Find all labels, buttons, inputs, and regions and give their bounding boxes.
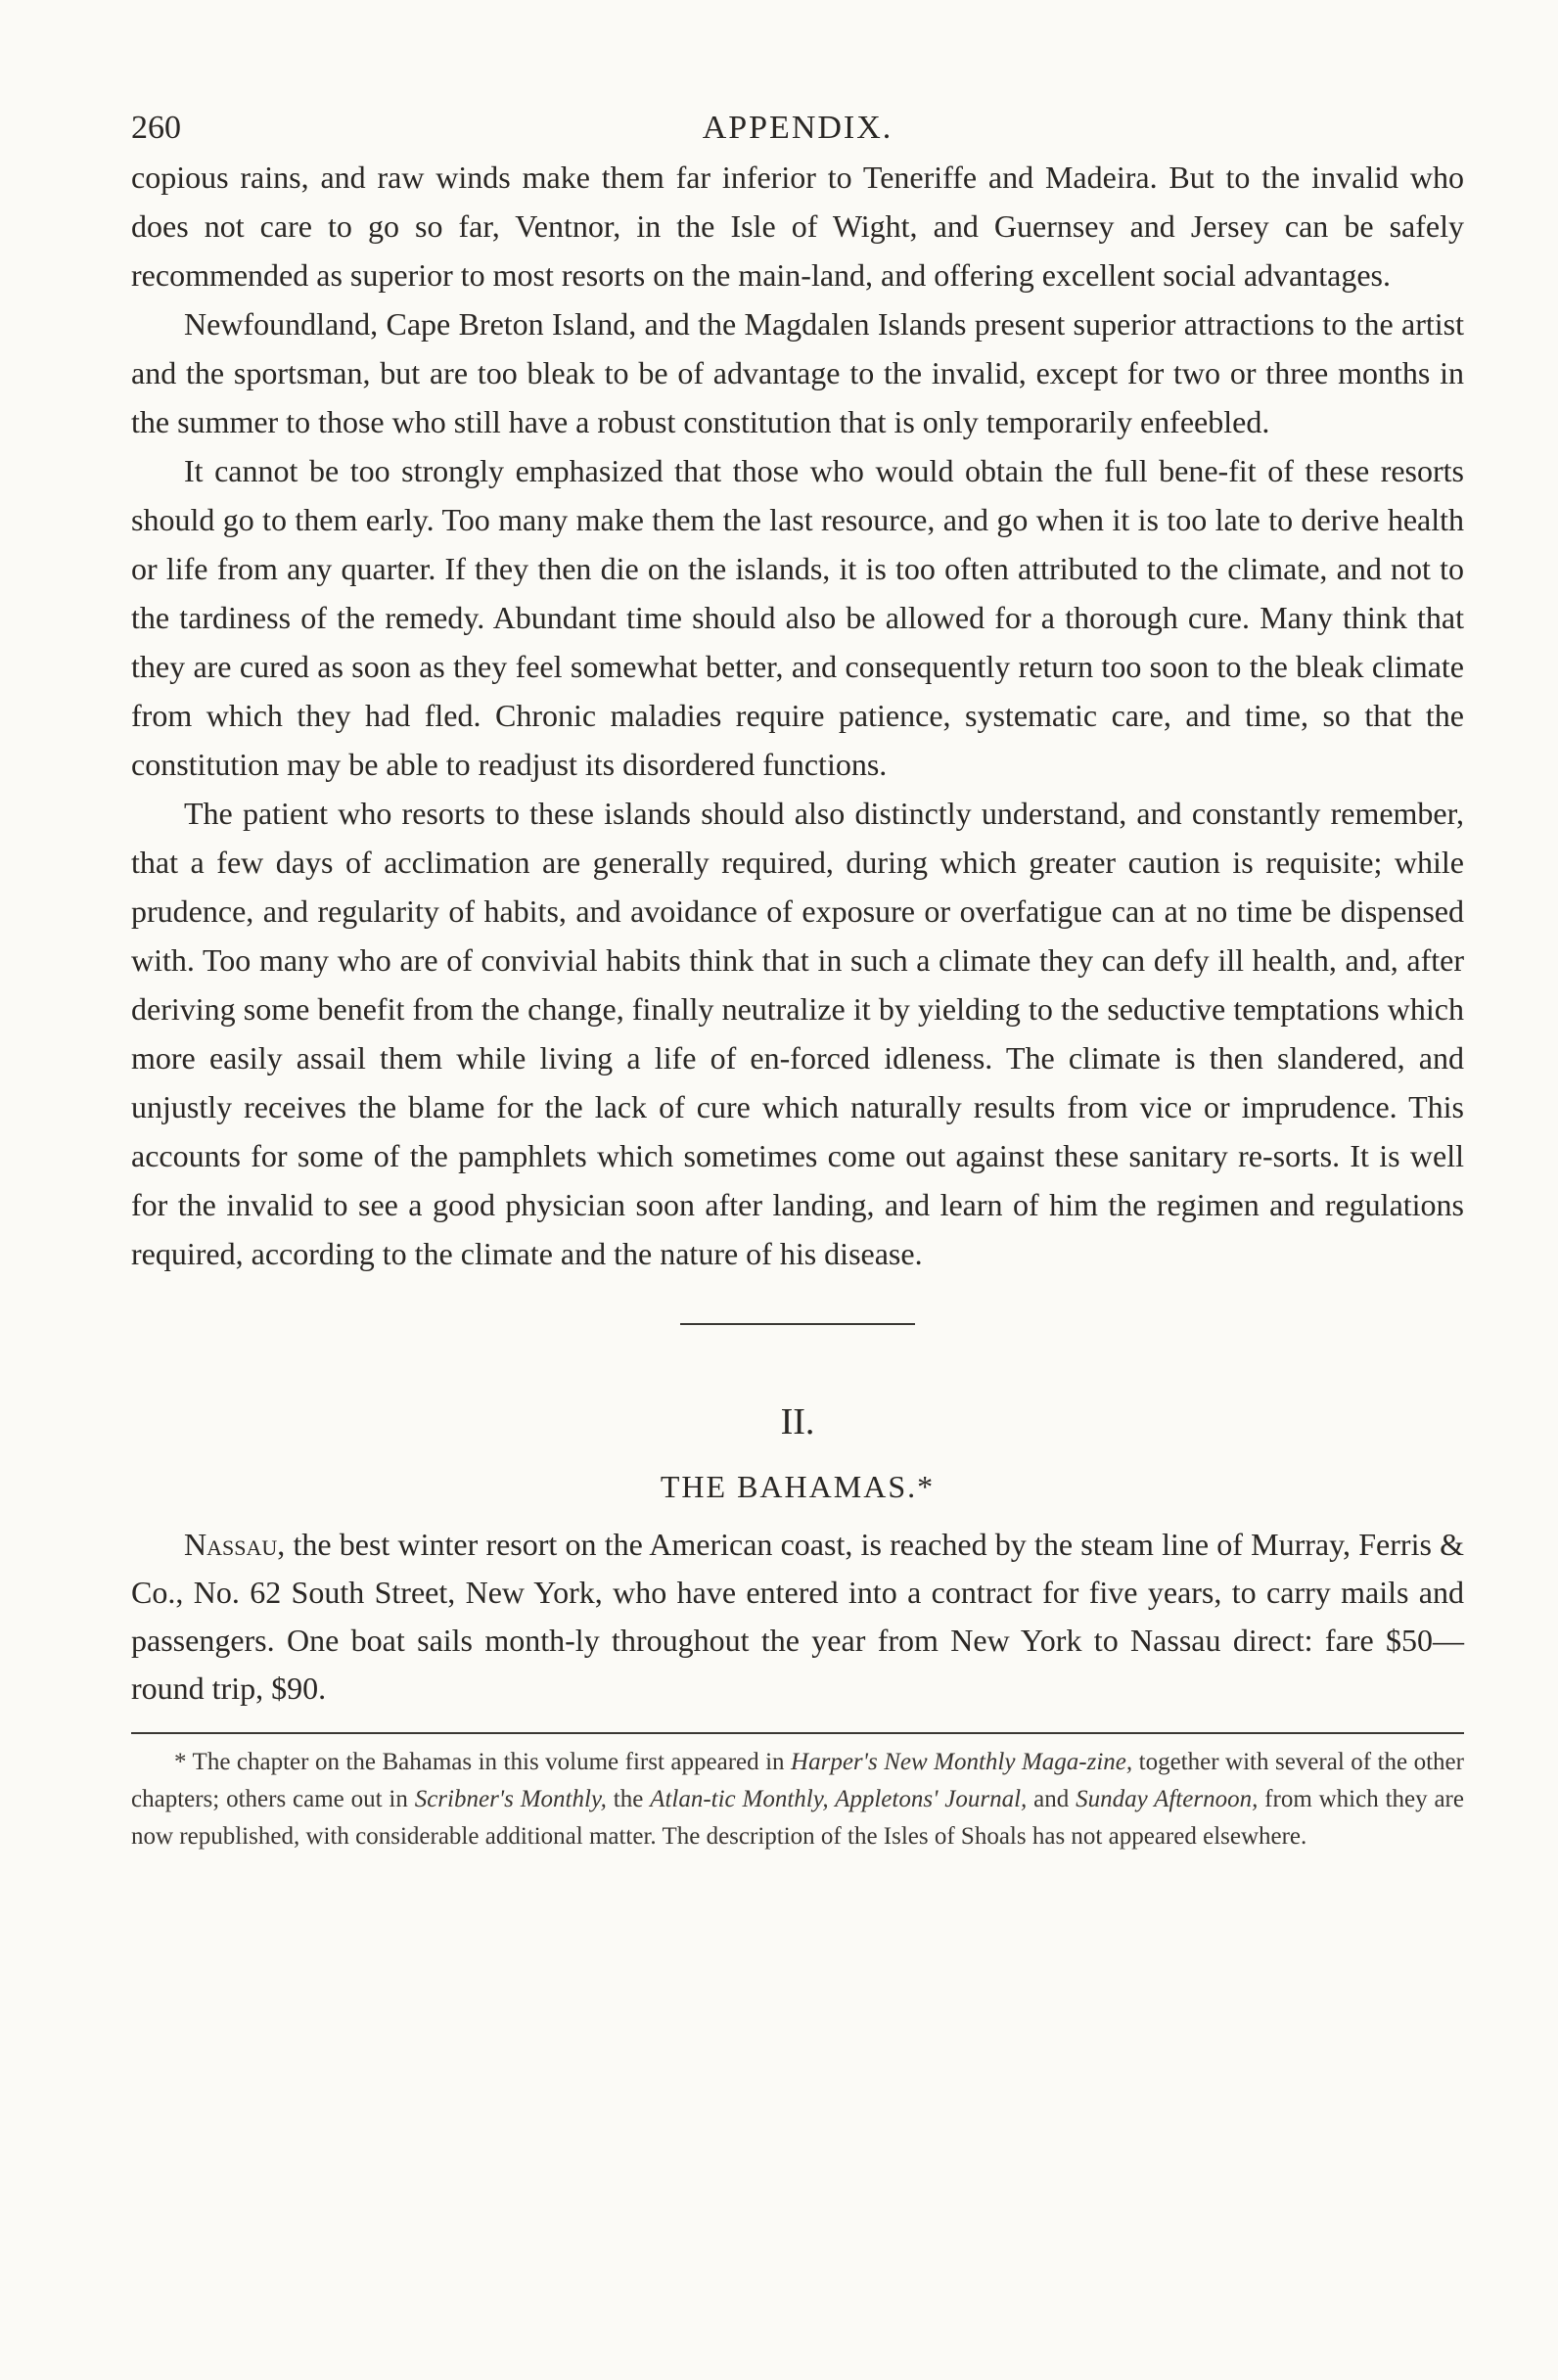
footnote-rule xyxy=(131,1732,1464,1734)
running-head xyxy=(131,98,1464,153)
section-divider xyxy=(680,1323,915,1325)
footnote-text: from which they are now republished, with considerable additional matter. The description of the Isles of Shoals has not appeared elsewhere. xyxy=(131,1786,1464,1850)
paragraph: copious rains, and raw winds make them far inferior to Teneriffe and Madeira. But to the invalid who does not care to go so far, Ventnor, in the Isle of Wight, and Guernsey and Jersey can be safely recommended as superior to most resorts on the main-land, and offering excellent social advantages. xyxy=(131,160,1464,293)
page-number: 260 xyxy=(131,110,181,146)
footnote-text: the xyxy=(606,1786,651,1812)
paragraph: It cannot be too strongly emphasized that those who would obtain the full bene-fit of these resorts should go to them early. Too many make them the last resource, and go when it is too late to derive health or life from any quarter. If they then die on the islands, it is too often attributed to the climate, and not to the tardiness of the remedy. Abundant time should also be allowed for a thorough cure. Many think that they are cured as soon as they feel somewhat better, and consequently return too soon to the bleak climate from which they had fled. Chronic maladies require patience, systematic care, and time, so that the constitution may be able to readjust its disordered functions. xyxy=(131,453,1464,782)
lead-word: Nassau, xyxy=(184,1527,286,1562)
body-text xyxy=(131,153,1464,1278)
footnote-italic: Harper's New Monthly Maga-zine, xyxy=(791,1749,1133,1775)
footnote-italic: Sunday Afternoon, xyxy=(1076,1786,1259,1812)
footnote-italic: Scribner's Monthly, xyxy=(414,1786,607,1812)
footnote xyxy=(131,1744,1464,1855)
footnote-text: The chapter on the Bahamas in this volume first appeared in xyxy=(192,1749,792,1775)
section-paragraph-text: the best winter resort on the American coast, is reached by the steam line of Murray, Ferris & Co., No. 62 South Street, New York, who have entered into a contract for five years, to carry mails and passengers. One boat sails month-ly throughout the year from New York to Nassau direct: fare $50—round trip, $90. xyxy=(131,1527,1464,1706)
paragraph: Newfoundland, Cape Breton Island, and the Magdalen Islands present superior attractions to the artist and the sportsman, but are too bleak to be of advantage to the invalid, except for two or three months in the summer to those who still have a robust constitution that is only temporarily enfeebled. xyxy=(131,306,1464,439)
section-title: THE BAHAMAS.* xyxy=(660,1469,936,1504)
section-paragraph xyxy=(131,1521,1464,1713)
footnote-marker: * xyxy=(174,1749,193,1775)
section-number: II. xyxy=(780,1401,815,1442)
footnote-italic: Atlan-tic Monthly, Appletons' Journal, xyxy=(650,1786,1028,1812)
section-body xyxy=(131,1521,1464,1713)
footnote-text: and xyxy=(1027,1786,1077,1812)
footnote-text: together with several of the other chapters; others came out in xyxy=(131,1749,1464,1812)
running-head-title: APPENDIX. xyxy=(702,110,894,146)
paragraph: The patient who resorts to these islands should also distinctly understand, and constantly remember, that a few days of acclimation are generally required, during which greater caution is requisite; while prudence, and regularity of habits, and avoidance of exposure or overfatigue can at no time be dispensed with. Too many who are of convivial habits think that in such a climate they can defy ill health, and, after deriving some benefit from the change, finally neutralize it by yielding to the seductive temptations which more easily assail them while living a life of en-forced idleness. The climate is then slandered, and unjustly receives the blame for the lack of cure which naturally results from vice or imprudence. This accounts for some of the pamphlets which sometimes come out against these sanitary re-sorts. It is well for the invalid to see a good physician soon after landing, and learn of him the regimen and regulations required, according to the climate and the nature of his disease. xyxy=(131,796,1464,1271)
book-page xyxy=(131,98,1464,1855)
